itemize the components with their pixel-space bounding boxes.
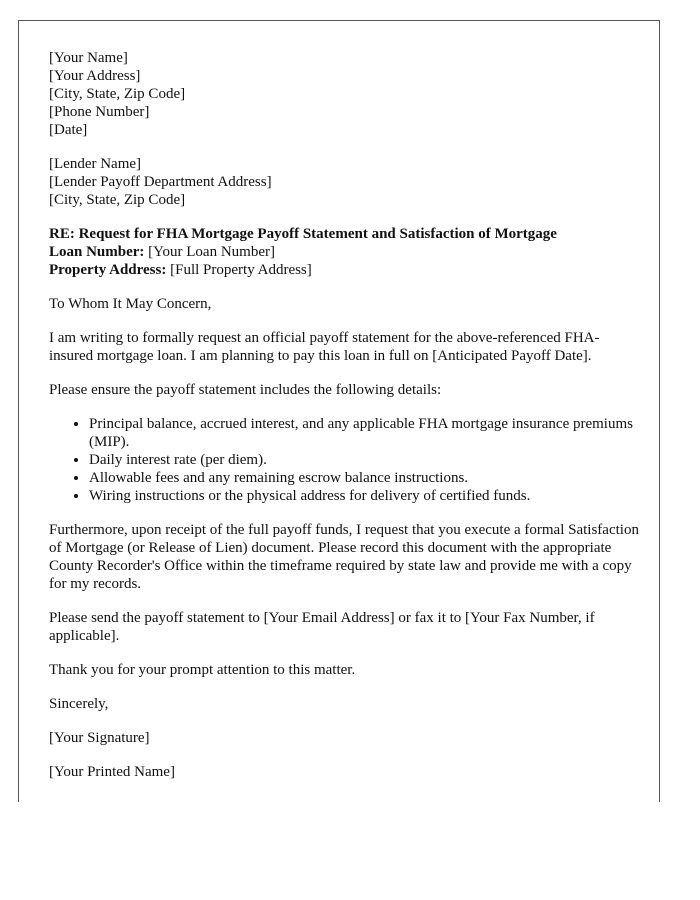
sender-name: [Your Name] xyxy=(49,50,128,66)
thanks-paragraph: Thank you for your prompt attention to this matter. xyxy=(49,662,356,678)
recipient-name: [Lender Name] xyxy=(49,156,142,172)
details-intro-paragraph: Please ensure the payoff statement includes the following details: xyxy=(49,382,442,398)
property-address-line xyxy=(49,261,639,279)
property-address-value: [Full Property Address] xyxy=(166,262,312,278)
signature: [Your Signature] xyxy=(49,730,150,746)
letter-body xyxy=(49,49,639,797)
property-address-label: Property Address: xyxy=(49,262,167,278)
list-item: • Daily interest rate (per diem). xyxy=(89,451,639,469)
salutation: To Whom It May Concern, xyxy=(49,296,212,312)
list-item: • Wiring instructions or the physical address for delivery of certified funds. xyxy=(89,487,639,505)
list-item: • Allowable fees and any remaining escrow balance instructions. xyxy=(89,469,639,487)
sender-address: [Your Address] xyxy=(49,68,141,84)
details-list xyxy=(49,415,639,505)
sender-city-state-zip: [City, State, Zip Code] xyxy=(49,86,186,102)
recipient-city-state-zip: [City, State, Zip Code] xyxy=(49,192,186,208)
sign-off: Sincerely, xyxy=(49,696,109,712)
intro-paragraph: I am writing to formally request an official payoff statement for the above-referenced FHA-insured mortgage loan. I am planning to pay this loan in full on [Anticipated Payoff Date]. xyxy=(49,330,600,364)
satisfaction-paragraph: Furthermore, upon receipt of the full payoff funds, I request that you execute a formal Satisfaction of Mortgage (or Release of Lien) document. Please record this document with the appropriate County Recorder's Office within the timeframe required by state law and provide me with a copy for my records. xyxy=(49,522,639,592)
recipient-block xyxy=(49,155,639,209)
letter-page xyxy=(18,20,660,802)
recipient-address: [Lender Payoff Department Address] xyxy=(49,174,272,190)
loan-number-label: Loan Number: xyxy=(49,244,145,260)
subject-line: RE: Request for FHA Mortgage Payoff Statement and Satisfaction of Mortgage xyxy=(49,226,557,242)
loan-number-line xyxy=(49,243,639,261)
sender-block xyxy=(49,49,639,139)
loan-number-value: [Your Loan Number] xyxy=(144,244,275,260)
sender-phone: [Phone Number] xyxy=(49,104,150,120)
list-item: • Principal balance, accrued interest, and any applicable FHA mortgage insurance premiums (MIP). xyxy=(89,415,639,451)
letter-date: [Date] xyxy=(49,122,88,138)
printed-name: [Your Printed Name] xyxy=(49,764,175,780)
subject-block xyxy=(49,225,639,279)
send-paragraph: Please send the payoff statement to [Your Email Address] or fax it to [Your Fax Number, if applicable]. xyxy=(49,610,595,644)
